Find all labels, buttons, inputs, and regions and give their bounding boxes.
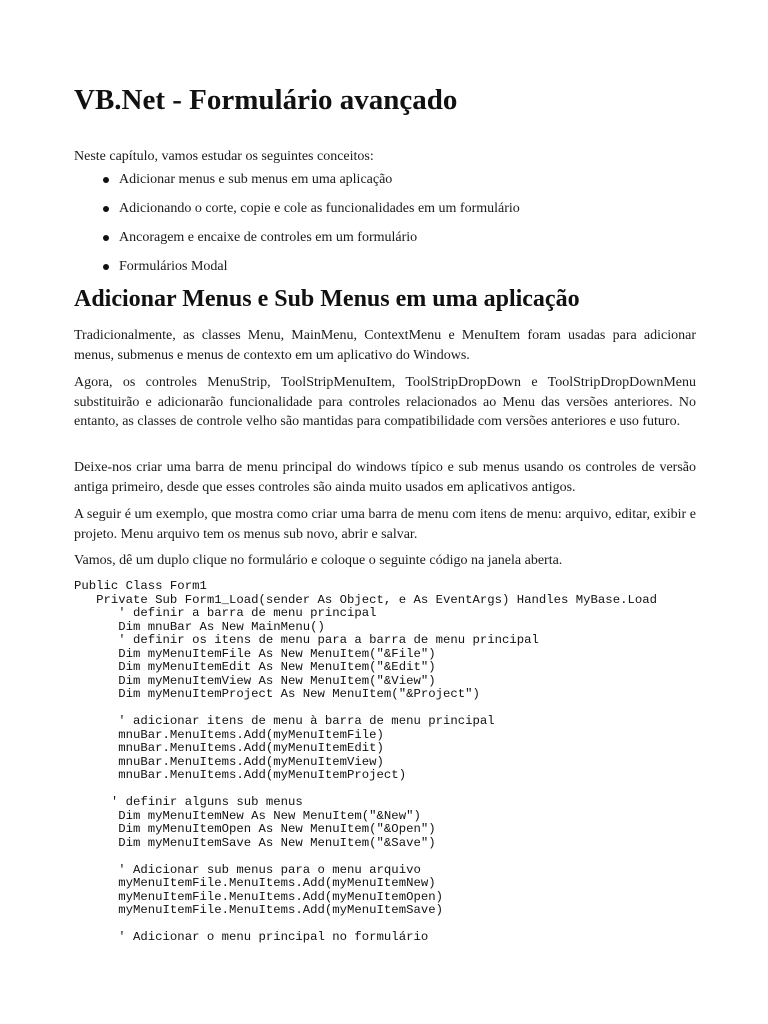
bullet-icon xyxy=(103,177,109,183)
bullet-icon xyxy=(103,206,109,212)
list-item: Adicionar menus e sub menus em uma aplicação xyxy=(74,171,520,200)
paragraph-example: A seguir é um exemplo, que mostra como criar uma barra de menu com itens de menu: arquivo, editar, exibir e projeto. Menu arquivo tem os menus sub novo, abrir e salvar. xyxy=(74,507,696,542)
paragraph-menu-classes: Tradicionalmente, as classes Menu, MainMenu, ContextMenu e MenuItem foram usadas para adicionar menus, submenus e menus de contexto em um aplicativo do Windows. xyxy=(74,328,696,363)
paragraph-instructions: Vamos, dê um duplo clique no formulário e coloque o seguinte código na janela aberta. xyxy=(74,553,563,568)
intro-text: Neste capítulo, vamos estudar os seguintes conceitos: xyxy=(74,149,374,164)
concept-list xyxy=(74,171,520,287)
bullet-icon xyxy=(103,235,109,241)
list-item: Ancoragem e encaixe de controles em um formulário xyxy=(74,229,520,258)
list-item: Adicionando o corte, copie e cole as funcionalidades em um formulário xyxy=(74,200,520,229)
paragraph-create-menu: Deixe-nos criar uma barra de menu principal do windows típico e sub menus usando os controles de versão antiga primeiro, desde que esses controles são ainda muito usados em aplicativos antigos. xyxy=(74,460,696,495)
section-heading: Adicionar Menus e Sub Menus em uma aplicação xyxy=(74,286,580,312)
list-item: Formulários Modal xyxy=(74,258,520,287)
page-title: VB.Net - Formulário avançado xyxy=(74,84,458,116)
code-block: Public Class Form1 Private Sub Form1_Load(sender As Object, e As EventArgs) Handles MyBase.Load ' definir a barra de menu principal Dim mnuBar As New MainMenu() ' definir os itens de menu para a barra de menu principal Dim myMenuItemFile As New MenuItem("&File") Dim myMenuItemEdit As New MenuItem("&Edit") Dim myMenuItemView As New MenuItem("&View") Dim myMenuItemProject As New MenuItem("&Project") ' adicionar itens de menu à barra de menu principal mnuBar.MenuItems.Add(myMenuItemFile) mnuBar.MenuItems.Add(myMenuItemEdit) mnuBar.MenuItems.Add(myMenuItemView) mnuBar.MenuItems.Add(myMenuItemProject) ' definir alguns sub menus Dim myMenuItemNew As New MenuItem("&New") Dim myMenuItemOpen As New MenuItem("&Open") Dim myMenuItemSave As New MenuItem("&Save") ' Adicionar sub menus para o menu arquivo myMenuItemFile.MenuItems.Add(myMenuItemNew) myMenuItemFile.MenuItems.Add(myMenuItemOpen) myMenuItemFile.MenuItems.Add(myMenuItemSave) ' Adicionar o menu principal no formulário xyxy=(74,579,657,944)
bullet-icon xyxy=(103,264,109,270)
paragraph-menustrip: Agora, os controles MenuStrip, ToolStripMenuItem, ToolStripDropDown e ToolStripDropDownMenu substituirão e adicionarão funcionalidade para controles relacionados ao Menu das versões anteriores. No entanto, as classes de controle velho são mantidas para compatibilidade com versões anteriores e uso futuro. xyxy=(74,375,696,429)
